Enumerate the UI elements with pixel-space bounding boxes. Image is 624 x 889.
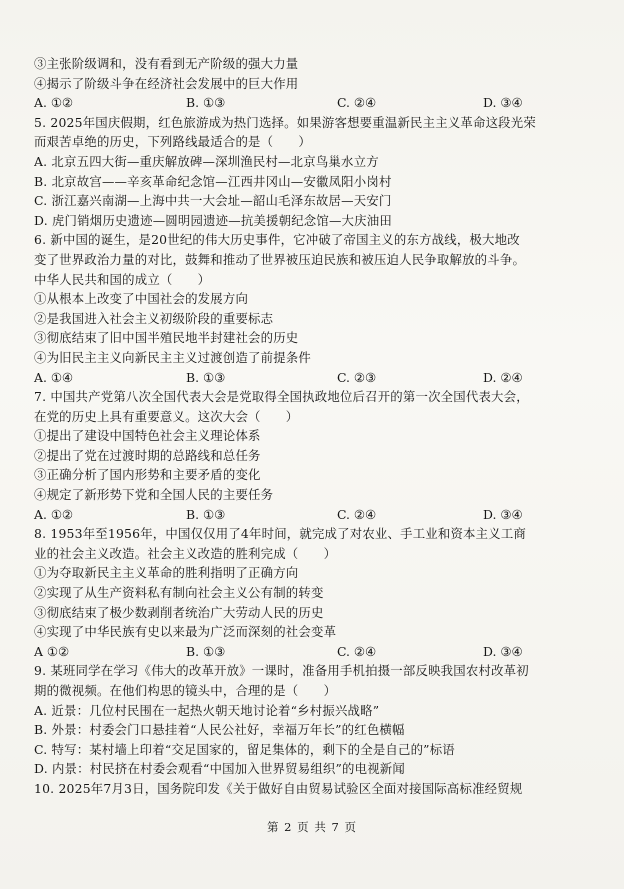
- q8-option-d: D. ③④: [483, 643, 523, 659]
- q7-statement-2: ②提出了党在过渡时期的总路线和总任务: [34, 447, 261, 463]
- q7-statement-4: ④规定了新形势下党和全国人民的主要任务: [34, 487, 274, 503]
- q4-option-c: C. ②④: [337, 95, 377, 111]
- q6-statement-4: ④为旧民主主义向新民主主义过渡创造了前提条件: [34, 349, 311, 365]
- q4-statement-3: ③主张阶级调和，没有看到无产阶级的强大力量: [34, 56, 299, 71]
- q4-option-a: A. ①②: [34, 95, 74, 111]
- q7-stem-line-2: 在党的历史上具有重要意义。这次大会（ ）: [34, 408, 299, 424]
- q9-stem-line-1: 9. 某班同学在学习《伟大的改革开放》一课时，准备用手机拍摄一部反映我国农村改革初: [34, 663, 529, 679]
- q8-statement-4: ④实现了中华民族有史以来最为广泛而深刻的社会变革: [34, 624, 337, 640]
- q4-options: [34, 93, 594, 113]
- page-number-footer: 第 2 页 共 7 页: [267, 820, 357, 834]
- q6-stem-line-2: 变了世界政治力量的对比，鼓舞和推动了世界被压迫民族和被压迫人民争取解放的斗争。: [34, 251, 526, 267]
- q8-statement-3: ③彻底结束了极少数剥削者统治广大劳动人民的历史: [34, 604, 324, 620]
- q7-option-d: D. ③④: [483, 506, 523, 522]
- q7-stem-line-1: 7. 中国共产党第八次全国代表大会是党取得全国执政地位后召开的第一次全国代表大会，: [34, 389, 529, 405]
- q7-option-b: B. ①③: [186, 506, 226, 522]
- q6-stem-line-1: 6. 新中国的诞生，是20世纪的伟大历史事件，它冲破了帝国主义的东方战线，极大地改: [34, 232, 520, 248]
- q6-option-d: D. ②④: [483, 369, 523, 385]
- q6-option-a: A. ①④: [34, 369, 74, 385]
- q5-stem-line-2: 而艰苦卓绝的历史，下列路线最适合的是（ ）: [34, 134, 311, 150]
- q5-option-b: B. 北京故宫——辛亥革命纪念馆—江西井冈山—安徽凤阳小岗村: [34, 173, 392, 189]
- q6-option-c: C. ②③: [337, 369, 377, 385]
- q7-option-a: A. ①②: [34, 506, 74, 522]
- q5-stem-line-1: 5. 2025年国庆假期，红色旅游成为热门选择。如果游客想要重温新民主主义革命这段光荣: [34, 114, 536, 130]
- q8-stem-line-1: 8. 1953年至1956年，中国仅仅用了4年时间，就完成了对农业、手工业和资本主义工商: [34, 526, 527, 542]
- q7-options: [34, 505, 594, 525]
- page-content: [34, 54, 594, 799]
- q6-statement-3: ③彻底结束了旧中国半殖民地半封建社会的历史: [34, 330, 299, 346]
- q9-option-a: A. 近景：几位村民围在一起热火朝天地讨论着“乡村振兴战略”: [34, 702, 380, 718]
- q6-option-b: B. ①③: [186, 369, 226, 385]
- q8-statement-2: ②实现了从生产资料私有制向社会主义公有制的转变: [34, 585, 324, 601]
- q7-option-c: C. ②④: [337, 506, 377, 522]
- q8-option-c: C. ②④: [337, 643, 377, 659]
- q6-statement-1: ①从根本上改变了中国社会的发展方向: [34, 291, 249, 307]
- q4-option-d: D. ③④: [483, 95, 523, 111]
- q9-stem-line-2: 期的微视频。在他们构思的镜头中，合理的是（ ）: [34, 683, 337, 698]
- q4-statement-4: ④揭示了阶级斗争在经济社会发展中的巨大作用: [34, 75, 299, 91]
- q8-options: [34, 642, 594, 662]
- q7-statement-1: ①提出了建设中国特色社会主义理论体系: [34, 428, 261, 444]
- q5-option-a: A. 北京五四大街—重庆解放碑—深圳渔民村—北京鸟巢水立方: [34, 153, 379, 169]
- q8-option-b: B. ①③: [186, 643, 226, 659]
- q5-option-c: C. 浙江嘉兴南湖—上海中共一大会址—韶山毛泽东故居—天安门: [34, 193, 392, 209]
- q6-options: [34, 368, 594, 388]
- q7-statement-3: ③正确分析了国内形势和主要矛盾的变化: [34, 467, 261, 483]
- q4-option-b: B. ①③: [186, 95, 226, 111]
- q9-option-b: B. 外景：村委会门口悬挂着“人民公社好，幸福万年长”的红色横幅: [34, 722, 405, 738]
- q8-option-a: A ①②: [34, 643, 70, 659]
- q6-stem-line-3: 中华人民共和国的成立（ ）: [34, 271, 211, 287]
- q6-statement-2: ②是我国进入社会主义初级阶段的重要标志: [34, 310, 274, 326]
- q10-stem-line-1: 10. 2025年7月3日，国务院印发《关于做好自由贸易试验区全面对接国际高标准经贸规: [34, 780, 523, 796]
- q8-statement-1: ①为夺取新民主主义革命的胜利指明了正确方向: [34, 565, 299, 581]
- q9-option-d: D. 内景：村民挤在村委会观看“中国加入世界贸易组织”的电视新闻: [34, 761, 405, 777]
- q8-stem-line-2: 业的社会主义改造。社会主义改造的胜利完成（ ）: [34, 545, 337, 561]
- q5-option-d: D. 虎门销烟历史遗迹—圆明园遗迹—抗美援朝纪念馆—大庆油田: [34, 212, 392, 228]
- q9-option-c: C. 特写：某村墙上印着“交足国家的，留足集体的，剩下的全是自己的”标语: [34, 741, 455, 757]
